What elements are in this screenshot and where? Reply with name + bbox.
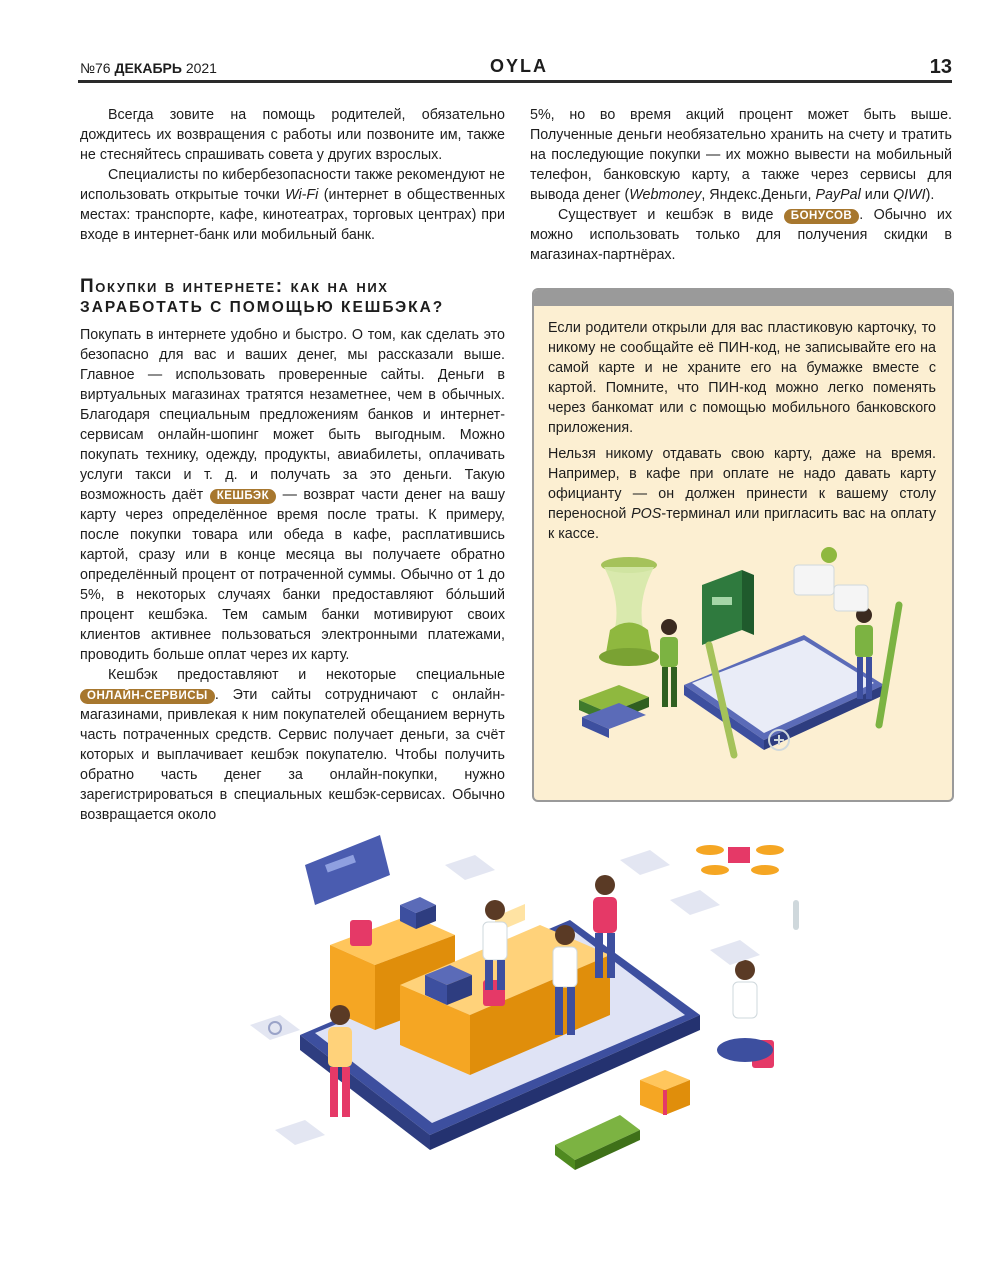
section-heading xyxy=(80,276,510,318)
tip-box xyxy=(532,288,954,802)
tipbox-illustration xyxy=(574,545,914,775)
left-column-main xyxy=(80,325,505,825)
issue-info xyxy=(80,60,217,76)
paragraph: Существует и кешбэк в виде БОНУСОВ . Обычно их можно использовать только для получения скидки в магазинах-партнёрах. xyxy=(530,207,952,263)
left-column-top xyxy=(80,105,505,245)
credit-card-icon xyxy=(305,835,390,905)
issue-year: 2021 xyxy=(185,60,217,76)
cashback-tag: КЕШБЭК xyxy=(210,489,276,504)
tip-box-header-bar xyxy=(534,290,952,306)
hourglass-icon xyxy=(599,557,659,666)
shopping-bag-icon xyxy=(350,920,372,946)
heading-line-2: ЗАРАБОТАТЬ С ПОМОЩЬЮ КЕШБЭКА? xyxy=(80,299,445,316)
drone-icon xyxy=(696,845,784,875)
book-icon xyxy=(702,570,754,645)
tip-paragraph: Если родители открыли для вас пластиковую карточку, то никому не сообщайте её ПИН-код, не записывайте его на самой карте и не храните его на бумажке вместе с картой. Помните, что ПИН-код можно легко поменять через банкомат или с помощью мобильного банковского приложения. xyxy=(548,320,936,436)
right-column-top xyxy=(530,105,952,265)
issue-number: №76 xyxy=(80,60,111,76)
wallet-icon xyxy=(793,900,799,930)
document-icon xyxy=(794,547,868,611)
header-divider xyxy=(78,80,952,83)
person-icon xyxy=(717,960,773,1062)
bottom-illustration xyxy=(240,825,800,1195)
paragraph: Покупать в интернете удобно и быстро. О том, как сделать это безопасно для вас и ваших денег, мы рассказали выше. Главное — использовать проверенные сайты. Деньги в виртуальных магазинах тратятся незаметнее, чем в обычных. Благодаря специальным предложениям банков и интернет-сервисам онлайн-шопинг может быть выгодным. Можно покупать технику, одежду, продукты, авиабилеты, оплачивать услуги такси и т. д. и получать за это деньги. Такую возможность даёт КЕШБЭК — возврат части денег на вашу карту через определённое время после траты. К примеру, после покупки товара или обеда в кафе, расплатившись картой, сразу или в конце месяца вы получаете обратно определённый процент от потраченной суммы. Обычно от 1 до 5%, в некоторых случаях банки предоставляют бо́льший процент кешбэка. Тем самым банки мотивируют своих клиентов активнее пользоваться электронными платежами, проводить больше оплат через их карту. xyxy=(80,327,505,663)
paragraph: Кешбэк предоставляют и некоторые специальные ОНЛАЙН-СЕРВИСЫ . Эти сайты сотрудничают с онлайн-магазинами, привлекая к ним покупателей обещанием вернуть часть потраченных средств. Сервис получает деньги, за счёт которых и выплачивает кешбэк покупателю. Чтобы получить обратно часть денег за онлайн-покупки, нужно зарегистрироваться в специальных кешбэк-сервисах. Обычно возвращается около xyxy=(80,667,505,823)
person-icon xyxy=(660,619,678,707)
support-icon xyxy=(250,1015,300,1040)
paragraph: Всегда зовите на помощь родителей, обязательно дождитесь их возвращения с работы или позвоните им, также не стесняйтесь спрашивать совета у других взрослых. xyxy=(80,107,505,163)
tile-icon xyxy=(275,1120,325,1145)
tile-icon xyxy=(670,890,720,915)
tile-icon xyxy=(445,855,495,880)
tile-icon xyxy=(620,850,670,875)
pencil-icon xyxy=(879,605,899,725)
tile-icon xyxy=(710,940,760,965)
banknote-icon xyxy=(555,1115,640,1170)
heading-line-1: Покупки в интернете: как на них xyxy=(80,276,389,297)
paragraph: Специалисты по кибербезопасности также рекомендуют не использовать открытые точки Wi-Fi (интернет в общественных местах: транспорте, кафе, кинотеатрах, торговых центрах) при входе в интернет-банк или мобильный банк. xyxy=(80,167,505,243)
magazine-logo: OYLA xyxy=(490,56,549,76)
gift-icon xyxy=(640,1070,690,1115)
paragraph: 5%, но во время акций процент может быть выше. Полученные деньги необязательно хранить на счету и тратить на последующие покупки — их можно вывести на мобильный телефон, банковскую карту, а также через сервисы для вывода денег (Webmoney, Яндекс.Деньги, PayPal или QIWI). xyxy=(530,107,952,203)
online-services-tag: ОНЛАЙН-СЕРВИСЫ xyxy=(80,689,215,704)
tip-paragraph: Нельзя никому отдавать свою карту, даже на время. Например, в кафе при оплате не надо давать карту официанту — он должен принести к вашему столу переносной POS-терминал или пригласить вас на оплату к кассе. xyxy=(548,446,936,542)
page-number: 13 xyxy=(929,56,952,78)
books-stack-icon xyxy=(579,685,649,738)
issue-month: ДЕКАБРЬ xyxy=(114,60,182,76)
bonus-tag: БОНУСОВ xyxy=(784,209,859,224)
